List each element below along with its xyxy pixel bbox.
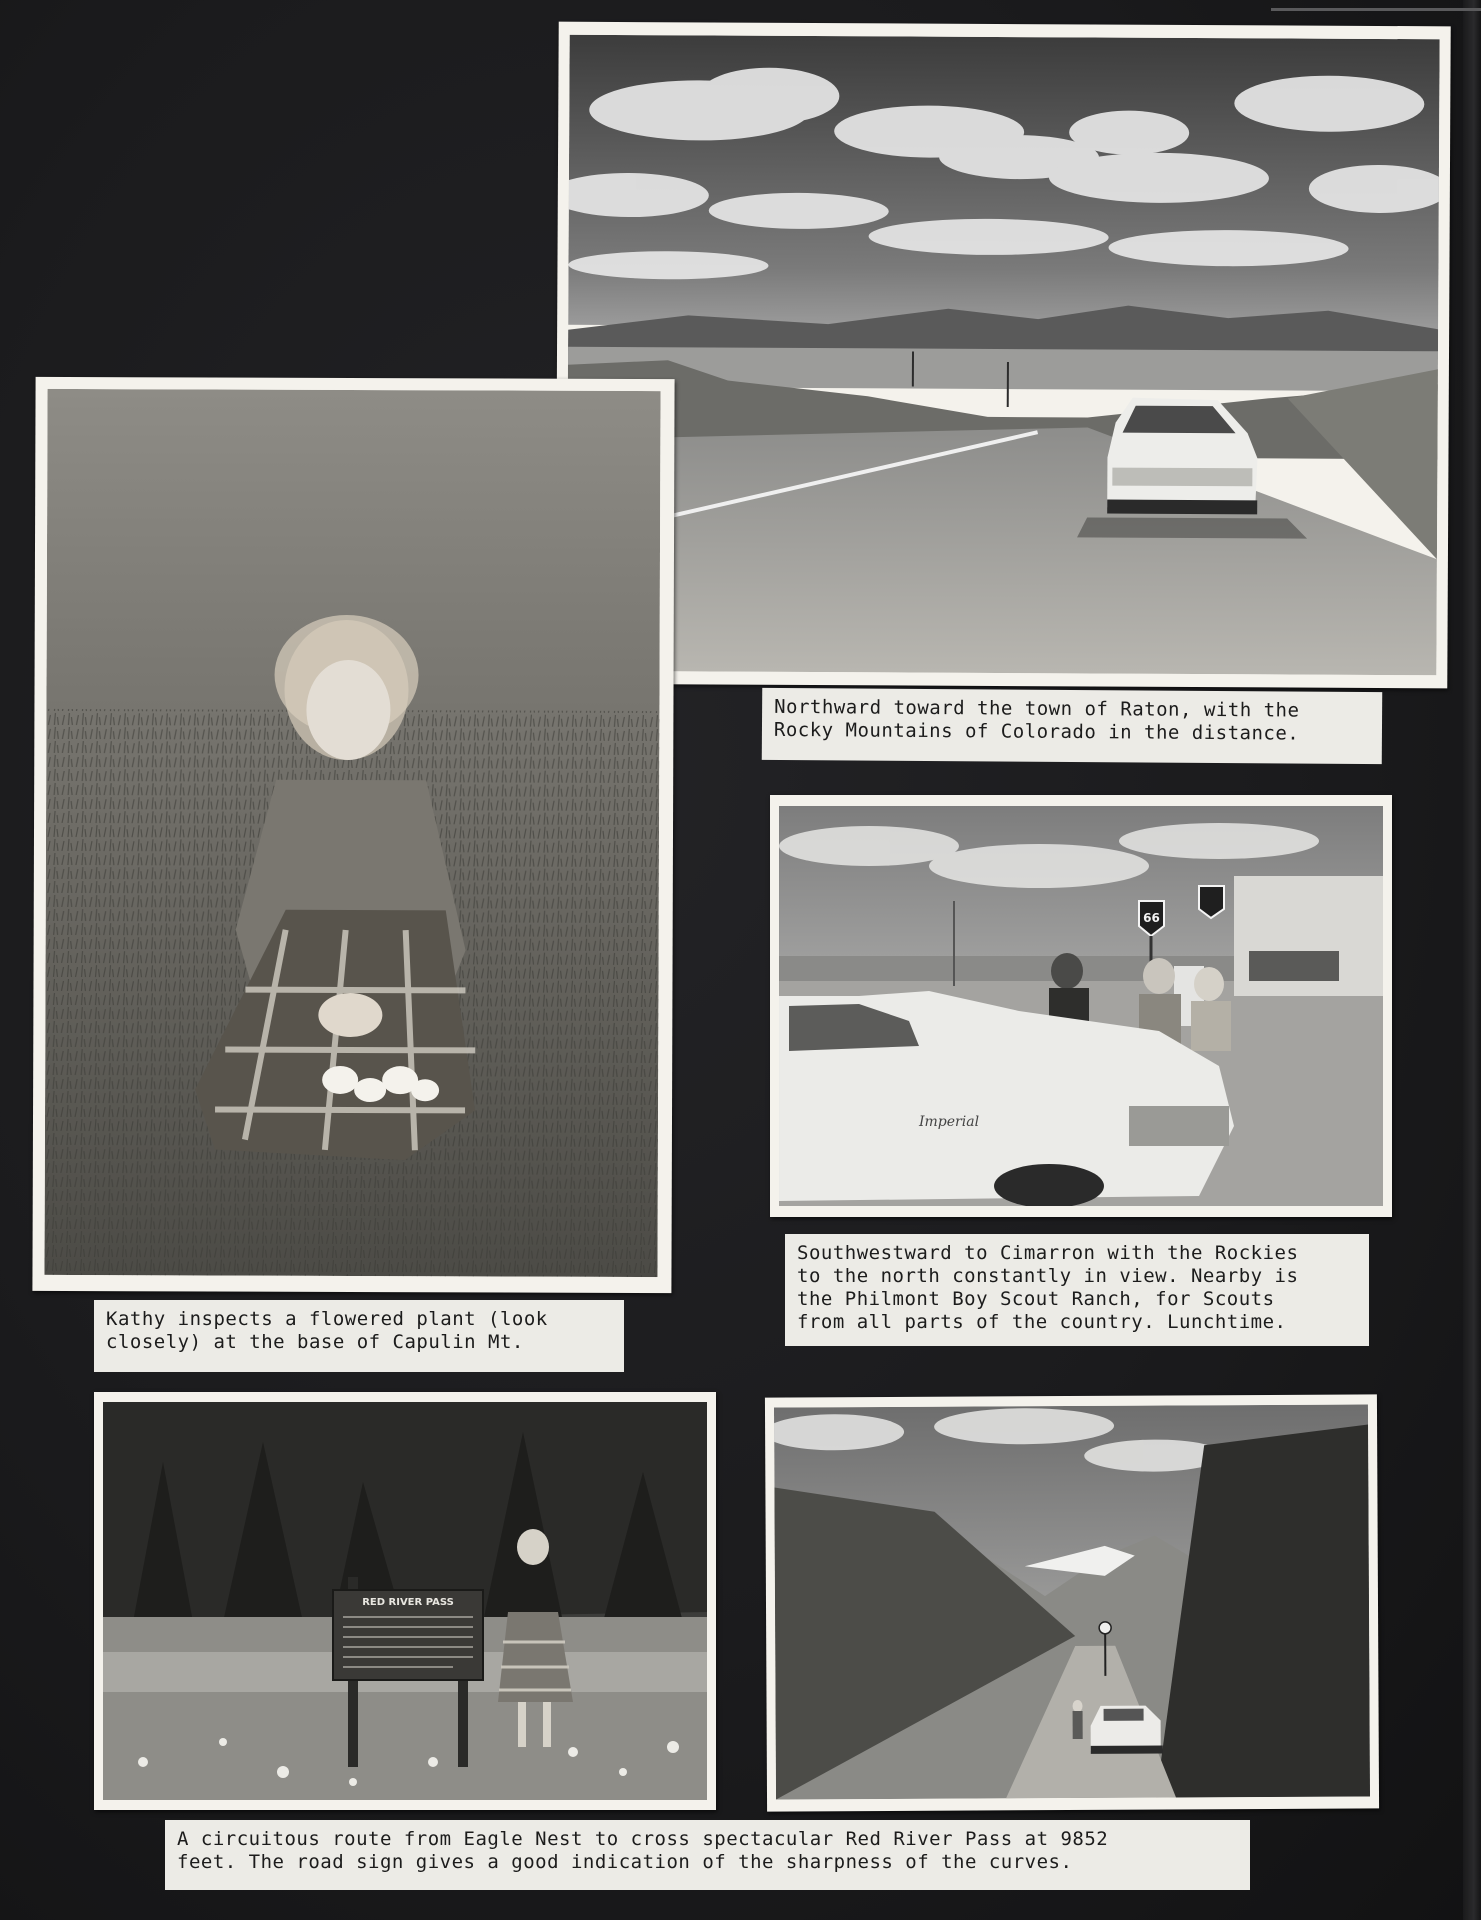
- photo-cimarron-lunch: [770, 795, 1392, 1217]
- white-car-mountain: [1091, 1706, 1163, 1754]
- photo-kathy-capulin: [32, 377, 674, 1293]
- road-landscape-image: [566, 35, 1439, 676]
- car-badge: Imperial: [919, 1114, 980, 1130]
- mountain-road-image: [774, 1404, 1370, 1799]
- caption-cimarron: Southwestward to Cimarron with the Rockies to the north constantly in view. Nearby is the Philmont Boy Scout Ranch, for Scouts from all parts of the country. Lunchtime.: [785, 1234, 1369, 1346]
- photo-road-to-raton: [555, 22, 1450, 689]
- photo-mountain-road: [765, 1394, 1379, 1811]
- kathy-field-image: [44, 389, 660, 1277]
- red-river-pass-image: [103, 1402, 707, 1800]
- caption-raton: Northward toward the town of Raton, with the Rocky Mountains of Colorado in the distance.: [762, 688, 1382, 764]
- caption-red-river-pass: A circuitous route from Eagle Nest to cross spectacular Red River Pass at 9852 feet. The road sign gives a good indication of the sharpness of the curves.: [165, 1820, 1250, 1890]
- route-66-sign-text: 66: [1143, 911, 1160, 925]
- sign-title: RED RIVER PASS: [362, 1597, 454, 1608]
- cimarron-gas-station-image: [779, 806, 1383, 1206]
- page-edge: [1463, 0, 1481, 1920]
- caption-kathy: Kathy inspects a flowered plant (look closely) at the base of Capulin Mt.: [94, 1300, 624, 1372]
- person-at-car: [1073, 1700, 1083, 1739]
- page-top-strip: [1271, 8, 1481, 11]
- photo-red-river-sign: [94, 1392, 716, 1810]
